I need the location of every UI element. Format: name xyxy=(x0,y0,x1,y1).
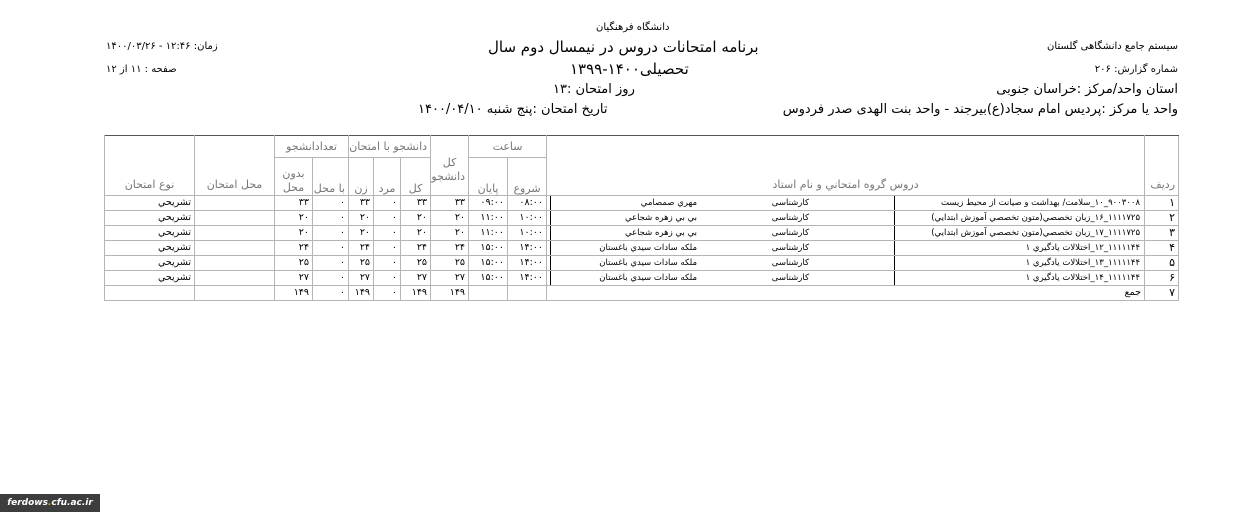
col-without-location-header: بدون محل xyxy=(275,158,313,196)
exam-male: ۰ xyxy=(374,211,401,226)
row-index: ۶ xyxy=(1145,271,1179,286)
col-total-header: کل xyxy=(401,158,431,196)
total-students: ۲۵ xyxy=(431,256,469,271)
row-index: ۲ xyxy=(1145,211,1179,226)
empty-cell xyxy=(105,286,195,301)
with-location: ۰ xyxy=(313,196,349,211)
teacher-name: بي بي زهره شجاعي xyxy=(550,211,700,225)
course-level: کارشناسی xyxy=(771,273,810,283)
without-location: ۲۰ xyxy=(275,211,313,226)
col-female-header: زن xyxy=(349,158,374,196)
row-index: ۳ xyxy=(1145,226,1179,241)
province-label: استان واحد/مرکز :خراسان جنوبی xyxy=(996,82,1178,97)
exam-female: ۱۴۹ xyxy=(349,286,374,301)
empty-cell xyxy=(508,286,547,301)
course-name: ۱۱۱۱۱۴۴_۱۳_اختلالات يادگيري ۱ xyxy=(894,256,1144,270)
page-number: صفحه : ۱۱ از ۱۲ xyxy=(106,64,177,75)
course-cell xyxy=(547,211,1145,226)
start-time: ۰۸:۰۰ xyxy=(508,196,547,211)
col-start-header: شروع xyxy=(508,158,547,196)
report-title: برنامه امتحانات دروس در نیمسال دوم سال xyxy=(488,38,759,56)
exam-female: ۲۰ xyxy=(349,226,374,241)
course-name: ۱۱۱۱۱۴۴_۱۴_اختلالات يادگيري ۱ xyxy=(894,271,1144,285)
exam-female: ۳۳ xyxy=(349,196,374,211)
report-time: زمان: ۱۲:۴۶ - ۱۴۰۰/۰۳/۲۶ xyxy=(106,41,218,52)
course-name: ۹۰۰۳۰۰۸_۱۰_سلامت/ بهداشت و صیانت از محیط زیست xyxy=(894,196,1144,210)
exam-location xyxy=(195,271,275,286)
row-index: ۴ xyxy=(1145,241,1179,256)
site-badge xyxy=(0,494,100,512)
course-level: کارشناسی xyxy=(771,228,810,238)
end-time: ۱۵:۰۰ xyxy=(469,271,508,286)
col-exam-location-header: محل امتحان xyxy=(195,136,275,196)
table-row xyxy=(105,256,1179,271)
with-location: ۰ xyxy=(313,256,349,271)
total-students: ۲۰ xyxy=(431,226,469,241)
exam-location xyxy=(195,211,275,226)
exam-type: تشریحي xyxy=(105,271,195,286)
exam-total: ۳۳ xyxy=(401,196,431,211)
exam-date-label: تاریخ امتحان :پنج شنبه ۱۴۰۰/۰۴/۱۰ xyxy=(418,102,608,117)
total-label: جمع xyxy=(547,286,1145,301)
col-students-with-exam-header: دانشجو با امتحان xyxy=(349,136,431,158)
table-row xyxy=(105,196,1179,211)
course-level: کارشناسی xyxy=(771,258,810,268)
exam-male: ۰ xyxy=(374,226,401,241)
site-badge-main: ferdows xyxy=(7,498,48,508)
course-level: کارشناسی xyxy=(771,213,810,223)
total-students: ۲۴ xyxy=(431,241,469,256)
start-time: ۱۰:۰۰ xyxy=(508,226,547,241)
with-location: ۰ xyxy=(313,241,349,256)
start-time: ۱۴:۰۰ xyxy=(508,271,547,286)
exam-location xyxy=(195,226,275,241)
table-row xyxy=(105,211,1179,226)
start-time: ۱۰:۰۰ xyxy=(508,211,547,226)
course-cell xyxy=(547,241,1145,256)
total-students: ۳۳ xyxy=(431,196,469,211)
exam-type: تشریحي xyxy=(105,226,195,241)
course-name: ۱۱۱۱۷۲۵_۱۶_زبان تخصصي(متون تخصصي آموزش ابتدايي) xyxy=(894,211,1144,225)
total-students: ۱۴۹ xyxy=(431,286,469,301)
exam-location xyxy=(195,241,275,256)
empty-cell xyxy=(195,286,275,301)
teacher-name: ملکه سادات سيدي باغستان xyxy=(550,271,700,285)
course-name: ۱۱۱۱۱۴۴_۱۲_اختلالات يادگيري ۱ xyxy=(894,241,1144,255)
end-time: ۰۹:۰۰ xyxy=(469,196,508,211)
exam-day-label: روز امتحان :۱۳ xyxy=(553,82,635,97)
end-time: ۱۵:۰۰ xyxy=(469,256,508,271)
exam-total: ۲۷ xyxy=(401,271,431,286)
row-index: ۵ xyxy=(1145,256,1179,271)
table-row xyxy=(105,241,1179,256)
teacher-name: ملکه سادات سيدي باغستان xyxy=(550,241,700,255)
course-level: کارشناسی xyxy=(771,243,810,253)
row-index: ۷ xyxy=(1145,286,1179,301)
course-level: کارشناسی xyxy=(771,198,810,208)
col-time-group-header: ساعت xyxy=(469,136,547,158)
report-number: شماره گزارش: ۲۰۶ xyxy=(1094,64,1178,75)
system-name: سیستم جامع دانشگاهی گلستان xyxy=(1047,41,1178,52)
exam-total: ۲۰ xyxy=(401,211,431,226)
col-end-header: پایان xyxy=(469,158,508,196)
col-student-count-header: تعدادانشجو xyxy=(275,136,349,158)
course-name: ۱۱۱۱۷۲۵_۱۷_زبان تخصصي(متون تخصصي آموزش ابتدايي) xyxy=(894,226,1144,240)
without-location: ۲۷ xyxy=(275,271,313,286)
without-location: ۲۴ xyxy=(275,241,313,256)
total-students: ۲۰ xyxy=(431,211,469,226)
university-name: دانشگاه فرهنگیان xyxy=(596,22,670,33)
exam-total: ۲۴ xyxy=(401,241,431,256)
with-location: ۰ xyxy=(313,271,349,286)
without-location: ۱۴۹ xyxy=(275,286,313,301)
col-course-header: دروس گروه امتحاني و نام استاد xyxy=(547,136,1145,196)
col-with-location-header: با محل xyxy=(313,158,349,196)
exam-schedule-table xyxy=(104,135,1179,301)
total-row xyxy=(105,286,1179,301)
report-title-year: تحصیلی۱۴۰۰-۱۳۹۹ xyxy=(570,60,689,78)
exam-type: تشریحي xyxy=(105,256,195,271)
exam-female: ۲۷ xyxy=(349,271,374,286)
end-time: ۱۵:۰۰ xyxy=(469,241,508,256)
exam-location xyxy=(195,196,275,211)
exam-female: ۲۴ xyxy=(349,241,374,256)
exam-location xyxy=(195,256,275,271)
start-time: ۱۴:۰۰ xyxy=(508,256,547,271)
exam-male: ۰ xyxy=(374,196,401,211)
table-row xyxy=(105,226,1179,241)
unit-label: واحد یا مرکز :پردیس امام سجاد(ع)بیرجند - واحد بنت الهدی صدر فردوس xyxy=(782,102,1178,117)
without-location: ۳۳ xyxy=(275,196,313,211)
exam-female: ۲۵ xyxy=(349,256,374,271)
end-time: ۱۱:۰۰ xyxy=(469,226,508,241)
exam-type: تشریحي xyxy=(105,241,195,256)
with-location: ۰ xyxy=(313,226,349,241)
start-time: ۱۴:۰۰ xyxy=(508,241,547,256)
course-cell xyxy=(547,226,1145,241)
col-total-students-header: کل دانشجو xyxy=(431,136,469,196)
without-location: ۲۰ xyxy=(275,226,313,241)
site-badge-dot: . xyxy=(47,498,52,508)
exam-total: ۲۰ xyxy=(401,226,431,241)
exam-male: ۰ xyxy=(374,256,401,271)
col-row-header: ردیف xyxy=(1145,136,1179,196)
col-male-header: مرد xyxy=(374,158,401,196)
with-location: ۰ xyxy=(313,286,349,301)
empty-cell xyxy=(469,286,508,301)
table-row xyxy=(105,271,1179,286)
exam-total: ۱۴۹ xyxy=(401,286,431,301)
total-students: ۲۷ xyxy=(431,271,469,286)
course-cell xyxy=(547,256,1145,271)
exam-type: تشریحي xyxy=(105,211,195,226)
exam-female: ۲۰ xyxy=(349,211,374,226)
course-cell xyxy=(547,271,1145,286)
exam-total: ۲۵ xyxy=(401,256,431,271)
col-exam-type-header: نوع امتحان xyxy=(105,136,195,196)
teacher-name: ملکه سادات سيدي باغستان xyxy=(550,256,700,270)
teacher-name: بي بي زهره شجاعي xyxy=(550,226,700,240)
without-location: ۲۵ xyxy=(275,256,313,271)
end-time: ۱۱:۰۰ xyxy=(469,211,508,226)
site-badge-domain: cfu.ac.ir xyxy=(51,498,93,508)
teacher-name: مهري صمصامي xyxy=(550,196,700,210)
exam-male: ۰ xyxy=(374,241,401,256)
row-index: ۱ xyxy=(1145,196,1179,211)
exam-type: تشریحي xyxy=(105,196,195,211)
exam-male: ۰ xyxy=(374,271,401,286)
course-cell xyxy=(547,196,1145,211)
with-location: ۰ xyxy=(313,211,349,226)
exam-male: ۰ xyxy=(374,286,401,301)
